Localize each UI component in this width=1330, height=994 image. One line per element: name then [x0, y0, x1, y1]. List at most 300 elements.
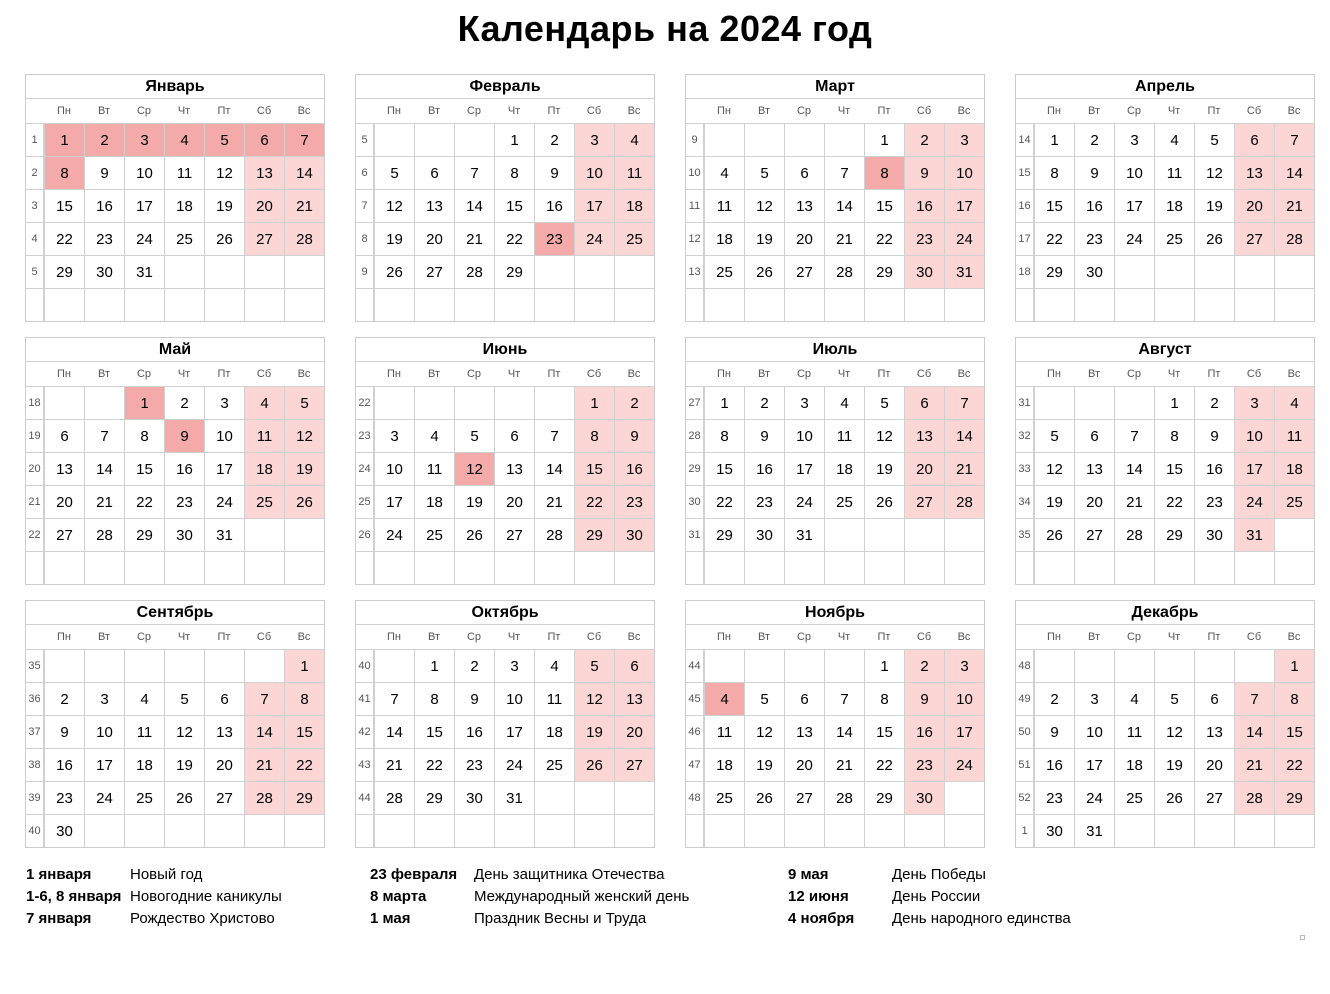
day-cell [1034, 649, 1074, 682]
holiday-date: 1 января [26, 866, 92, 883]
weekday-header: Ср [796, 368, 812, 380]
day-cell [1154, 649, 1194, 682]
week-number [356, 551, 374, 584]
weekday-header: Ср [466, 368, 482, 380]
week-number [356, 814, 374, 847]
day-cell: 5 [864, 386, 904, 419]
day-cell [204, 255, 244, 288]
day-cell: 21 [244, 748, 284, 781]
day-cell: 9 [44, 715, 84, 748]
day-cell: 16 [534, 189, 574, 222]
holiday-name: Новый год [130, 866, 203, 883]
day-cell: 17 [1074, 748, 1114, 781]
day-cell [704, 649, 744, 682]
day-cell [744, 123, 784, 156]
day-cell [614, 814, 654, 847]
day-cell: 27 [1234, 222, 1274, 255]
day-cell [784, 288, 824, 321]
day-cell [1074, 551, 1114, 584]
legend-item [370, 864, 670, 886]
day-cell [1074, 386, 1114, 419]
day-cell: 27 [244, 222, 284, 255]
day-cell: 13 [494, 452, 534, 485]
day-cell: 11 [124, 715, 164, 748]
day-cell: 10 [944, 156, 984, 189]
day-cell: 4 [164, 123, 204, 156]
weekday-header: Ср [1126, 105, 1142, 117]
day-cell: 6 [1194, 682, 1234, 715]
weekday-header: Ср [466, 631, 482, 643]
day-cell: 26 [864, 485, 904, 518]
day-cell: 3 [944, 649, 984, 682]
day-cell [864, 518, 904, 551]
holiday-date: 7 января [26, 910, 92, 927]
day-cell: 10 [124, 156, 164, 189]
holiday-date: 1 мая [370, 910, 411, 927]
day-cell [614, 781, 654, 814]
day-cell: 24 [1114, 222, 1154, 255]
day-cell: 28 [374, 781, 414, 814]
month-name: Ноябрь [686, 601, 984, 625]
day-cell [44, 386, 84, 419]
day-cell: 3 [204, 386, 244, 419]
day-cell: 29 [414, 781, 454, 814]
day-cell: 25 [704, 781, 744, 814]
day-grid [1016, 386, 1314, 584]
day-cell: 12 [1194, 156, 1234, 189]
day-cell: 10 [1114, 156, 1154, 189]
weekday-header: Вт [97, 105, 110, 117]
day-cell: 18 [824, 452, 864, 485]
day-cell [784, 551, 824, 584]
weekday-header: Чт [507, 631, 521, 643]
day-cell: 8 [1274, 682, 1314, 715]
day-cell [124, 551, 164, 584]
day-cell: 27 [614, 748, 654, 781]
day-cell: 18 [614, 189, 654, 222]
day-cell: 28 [944, 485, 984, 518]
day-cell [164, 551, 204, 584]
day-cell: 14 [534, 452, 574, 485]
day-cell: 21 [454, 222, 494, 255]
day-cell: 2 [904, 649, 944, 682]
day-cell [1234, 649, 1274, 682]
day-cell [574, 814, 614, 847]
month-name: Октябрь [356, 601, 654, 625]
day-grid [356, 649, 654, 847]
day-cell [824, 288, 864, 321]
day-cell: 10 [784, 419, 824, 452]
week-number: 15 [1016, 156, 1034, 189]
day-cell: 6 [494, 419, 534, 452]
week-number: 45 [686, 682, 704, 715]
day-cell [454, 814, 494, 847]
day-cell [1194, 551, 1234, 584]
month-7 [1015, 337, 1315, 585]
day-cell [84, 649, 124, 682]
day-cell: 22 [704, 485, 744, 518]
day-cell: 30 [1074, 255, 1114, 288]
day-cell [164, 288, 204, 321]
day-grid [26, 386, 324, 584]
month-10 [685, 600, 985, 848]
weekday-header: Сб [586, 105, 602, 117]
weekday-header: Чт [507, 368, 521, 380]
day-cell: 8 [284, 682, 324, 715]
week-number [1016, 288, 1034, 321]
day-cell: 9 [454, 682, 494, 715]
day-cell: 2 [1074, 123, 1114, 156]
day-cell: 25 [534, 748, 574, 781]
day-cell: 16 [84, 189, 124, 222]
day-grid [356, 123, 654, 321]
day-cell: 15 [864, 715, 904, 748]
day-cell: 7 [244, 682, 284, 715]
day-cell: 16 [1034, 748, 1074, 781]
day-cell: 21 [534, 485, 574, 518]
day-cell: 24 [124, 222, 164, 255]
day-cell: 23 [164, 485, 204, 518]
legend-item [370, 886, 690, 908]
day-cell: 13 [784, 189, 824, 222]
day-cell [614, 288, 654, 321]
day-cell: 14 [284, 156, 324, 189]
day-cell: 27 [414, 255, 454, 288]
weekday-header: Вс [627, 631, 641, 643]
day-cell: 3 [124, 123, 164, 156]
day-cell: 23 [1074, 222, 1114, 255]
day-cell: 5 [744, 156, 784, 189]
day-cell: 4 [414, 419, 454, 452]
day-cell [534, 781, 574, 814]
day-cell: 15 [414, 715, 454, 748]
weekday-header: Пн [387, 105, 401, 117]
month-9 [355, 600, 655, 848]
week-number: 18 [26, 386, 44, 419]
day-cell: 18 [1154, 189, 1194, 222]
day-cell: 24 [494, 748, 534, 781]
weekday-header: Пт [1207, 368, 1221, 380]
day-cell [824, 649, 864, 682]
holiday-date: 9 мая [788, 866, 829, 883]
week-number [26, 288, 44, 321]
day-cell [704, 814, 744, 847]
day-cell: 26 [204, 222, 244, 255]
day-cell [244, 518, 284, 551]
day-cell: 6 [614, 649, 654, 682]
day-cell [374, 814, 414, 847]
day-cell: 20 [1234, 189, 1274, 222]
day-cell: 25 [824, 485, 864, 518]
day-cell [494, 551, 534, 584]
day-cell [1274, 551, 1314, 584]
day-cell: 11 [824, 419, 864, 452]
day-cell: 4 [704, 156, 744, 189]
weekday-header: Вс [297, 105, 311, 117]
day-cell [44, 551, 84, 584]
weekday-header: Чт [837, 368, 851, 380]
day-cell: 17 [944, 189, 984, 222]
day-cell: 30 [904, 255, 944, 288]
holiday-name: Праздник Весны и Труда [474, 910, 647, 927]
month-name: Апрель [1016, 75, 1314, 99]
day-cell [744, 649, 784, 682]
day-cell: 18 [704, 222, 744, 255]
day-cell [1034, 386, 1074, 419]
day-cell: 10 [1234, 419, 1274, 452]
day-cell: 7 [824, 682, 864, 715]
weekday-header: Пн [1047, 105, 1061, 117]
day-cell: 5 [164, 682, 204, 715]
weekday-header: Пт [877, 368, 891, 380]
day-grid [686, 649, 984, 847]
day-cell: 11 [1274, 419, 1314, 452]
week-number: 50 [1016, 715, 1034, 748]
holiday-name: День защитника Отечества [474, 866, 665, 883]
day-cell: 2 [904, 123, 944, 156]
day-cell: 25 [1114, 781, 1154, 814]
weekday-header: Вт [757, 105, 770, 117]
holiday-date: 23 февраля [370, 866, 458, 883]
day-cell: 4 [1154, 123, 1194, 156]
day-cell [1154, 551, 1194, 584]
day-cell [244, 814, 284, 847]
day-grid [26, 123, 324, 321]
day-cell: 11 [1154, 156, 1194, 189]
month-name: Июль [686, 338, 984, 362]
weekday-header: Вс [957, 631, 971, 643]
day-cell: 1 [414, 649, 454, 682]
day-cell [864, 288, 904, 321]
month-name: Август [1016, 338, 1314, 362]
day-grid [26, 649, 324, 847]
weekday-header: Ср [136, 105, 152, 117]
day-cell: 23 [904, 222, 944, 255]
day-cell: 25 [164, 222, 204, 255]
day-cell: 14 [1114, 452, 1154, 485]
day-cell: 14 [1274, 156, 1314, 189]
day-cell: 20 [784, 222, 824, 255]
day-cell [454, 123, 494, 156]
day-cell: 4 [534, 649, 574, 682]
day-cell: 15 [704, 452, 744, 485]
weekday-header: Ср [136, 631, 152, 643]
week-number: 22 [356, 386, 374, 419]
day-cell [904, 551, 944, 584]
day-cell: 14 [824, 189, 864, 222]
day-cell: 2 [534, 123, 574, 156]
day-cell: 3 [1074, 682, 1114, 715]
weekday-header: Ср [466, 105, 482, 117]
day-cell: 18 [1114, 748, 1154, 781]
day-cell [1154, 288, 1194, 321]
week-number: 2 [26, 156, 44, 189]
day-cell: 23 [454, 748, 494, 781]
day-cell: 14 [944, 419, 984, 452]
day-cell: 30 [904, 781, 944, 814]
month-1 [355, 74, 655, 322]
day-cell: 8 [124, 419, 164, 452]
day-cell: 28 [1114, 518, 1154, 551]
day-cell: 21 [284, 189, 324, 222]
day-cell: 20 [44, 485, 84, 518]
day-cell: 25 [244, 485, 284, 518]
week-number [356, 288, 374, 321]
week-number: 36 [26, 682, 44, 715]
day-cell: 31 [204, 518, 244, 551]
weekday-header: Пт [1207, 631, 1221, 643]
day-cell [824, 551, 864, 584]
day-cell: 23 [44, 781, 84, 814]
week-number: 39 [26, 781, 44, 814]
day-cell: 23 [1034, 781, 1074, 814]
day-cell: 26 [1194, 222, 1234, 255]
day-cell: 7 [534, 419, 574, 452]
day-cell: 24 [784, 485, 824, 518]
day-cell: 30 [614, 518, 654, 551]
weekday-header: Вс [1287, 631, 1301, 643]
day-cell [1114, 649, 1154, 682]
legend-item [788, 886, 1088, 908]
day-cell [824, 814, 864, 847]
week-number: 33 [1016, 452, 1034, 485]
day-cell: 24 [1074, 781, 1114, 814]
day-cell [1114, 551, 1154, 584]
day-cell: 18 [534, 715, 574, 748]
day-cell [204, 814, 244, 847]
day-cell: 31 [494, 781, 534, 814]
day-cell [1194, 814, 1234, 847]
week-number: 17 [1016, 222, 1034, 255]
day-cell: 13 [204, 715, 244, 748]
day-cell: 11 [614, 156, 654, 189]
day-cell: 17 [574, 189, 614, 222]
week-number: 44 [356, 781, 374, 814]
day-cell [1154, 814, 1194, 847]
day-cell: 6 [1234, 123, 1274, 156]
week-number: 13 [686, 255, 704, 288]
week-number: 3 [26, 189, 44, 222]
day-cell: 6 [784, 156, 824, 189]
weekday-header: Пт [547, 368, 561, 380]
day-cell: 25 [614, 222, 654, 255]
day-cell: 9 [904, 156, 944, 189]
week-number: 49 [1016, 682, 1034, 715]
day-cell: 26 [1034, 518, 1074, 551]
day-cell: 22 [124, 485, 164, 518]
day-cell [244, 649, 284, 682]
day-cell: 1 [124, 386, 164, 419]
day-cell: 5 [374, 156, 414, 189]
day-cell: 28 [1274, 222, 1314, 255]
legend-item [788, 864, 1088, 886]
weekday-header: Ср [796, 631, 812, 643]
legend-item [26, 886, 326, 908]
day-cell: 18 [704, 748, 744, 781]
day-cell: 21 [84, 485, 124, 518]
day-grid [1016, 123, 1314, 321]
day-cell: 28 [1234, 781, 1274, 814]
week-number [686, 551, 704, 584]
day-cell: 29 [44, 255, 84, 288]
day-cell: 4 [704, 682, 744, 715]
day-cell: 24 [944, 748, 984, 781]
day-cell: 22 [284, 748, 324, 781]
weekday-header: Пн [717, 631, 731, 643]
day-cell: 24 [944, 222, 984, 255]
day-cell: 16 [454, 715, 494, 748]
day-cell: 12 [744, 189, 784, 222]
day-cell: 15 [44, 189, 84, 222]
week-number: 42 [356, 715, 374, 748]
day-cell [1234, 814, 1274, 847]
day-cell: 9 [1194, 419, 1234, 452]
day-cell: 24 [374, 518, 414, 551]
day-cell: 6 [44, 419, 84, 452]
day-cell: 31 [1234, 518, 1274, 551]
day-cell: 29 [704, 518, 744, 551]
day-cell: 7 [1274, 123, 1314, 156]
week-number: 14 [1016, 123, 1034, 156]
day-cell: 3 [574, 123, 614, 156]
day-cell: 31 [944, 255, 984, 288]
day-cell: 9 [614, 419, 654, 452]
day-cell: 24 [1234, 485, 1274, 518]
day-cell: 2 [44, 682, 84, 715]
day-cell [454, 386, 494, 419]
week-number: 1 [26, 123, 44, 156]
day-cell: 16 [614, 452, 654, 485]
day-cell: 2 [164, 386, 204, 419]
holiday-name: День Победы [892, 866, 986, 883]
weekday-header: Сб [916, 368, 932, 380]
day-cell: 20 [204, 748, 244, 781]
week-number: 35 [26, 649, 44, 682]
month-0 [25, 74, 325, 322]
day-cell: 11 [244, 419, 284, 452]
month-name: Июнь [356, 338, 654, 362]
weekday-header: Вс [1287, 105, 1301, 117]
day-cell [1074, 649, 1114, 682]
day-cell: 15 [124, 452, 164, 485]
day-cell: 3 [494, 649, 534, 682]
day-cell: 4 [614, 123, 654, 156]
day-cell: 11 [704, 189, 744, 222]
day-cell: 1 [574, 386, 614, 419]
day-cell: 4 [124, 682, 164, 715]
month-3 [1015, 74, 1315, 322]
weekday-header: Пн [57, 105, 71, 117]
day-cell [1114, 288, 1154, 321]
weekday-header: Сб [256, 368, 272, 380]
day-cell: 28 [284, 222, 324, 255]
day-cell: 8 [864, 682, 904, 715]
day-cell: 1 [494, 123, 534, 156]
day-cell: 11 [534, 682, 574, 715]
day-cell [414, 386, 454, 419]
week-number: 10 [686, 156, 704, 189]
day-cell: 7 [284, 123, 324, 156]
week-number: 31 [686, 518, 704, 551]
weekday-header: Сб [256, 105, 272, 117]
day-cell: 16 [44, 748, 84, 781]
weekday-header: Пт [877, 105, 891, 117]
day-cell: 30 [454, 781, 494, 814]
holiday-date: 4 ноября [788, 910, 855, 927]
day-cell: 10 [494, 682, 534, 715]
week-number: 48 [686, 781, 704, 814]
day-cell: 9 [84, 156, 124, 189]
